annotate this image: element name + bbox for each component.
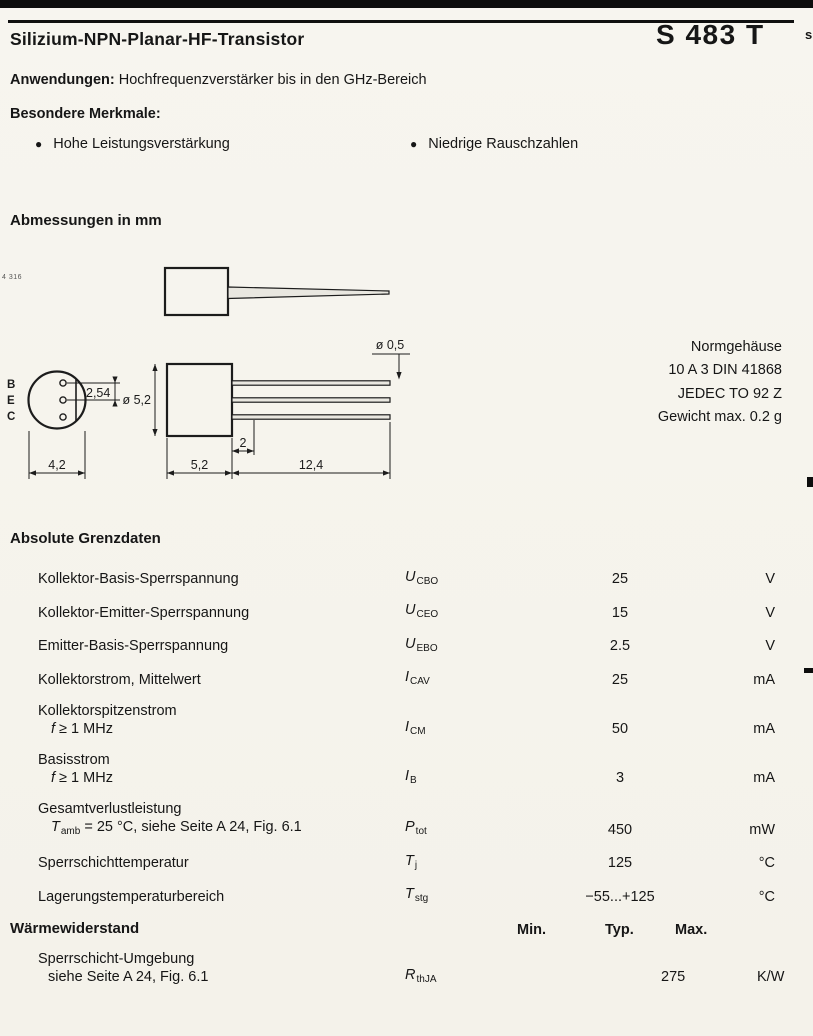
- param-value: 25: [611, 571, 629, 588]
- lead-middle: [232, 398, 390, 402]
- symbol-base: T: [405, 852, 414, 869]
- param-unit: mA: [753, 671, 775, 688]
- table-row: [10, 744, 803, 793]
- param-unit: mA: [753, 720, 775, 737]
- features-heading: Besondere Merkmale:: [10, 106, 161, 122]
- param-unit: V: [765, 604, 775, 621]
- param-condition: [51, 720, 405, 738]
- dim-cap-width-label: 4,2: [48, 458, 66, 472]
- col-header-max: Max.: [675, 921, 708, 938]
- param-unit: mA: [753, 770, 775, 787]
- col-header-typ: Typ.: [605, 921, 634, 938]
- param-value: 15: [611, 604, 629, 621]
- package-side-view: [167, 364, 390, 436]
- param-value: 125: [607, 855, 633, 872]
- symbol-base: I: [405, 718, 410, 735]
- bullet-icon: ●: [410, 137, 418, 151]
- applications-line: [10, 71, 427, 89]
- package-side-view-top: [165, 268, 389, 315]
- thermal-row: [10, 950, 803, 986]
- param-unit: °C: [758, 855, 775, 872]
- param-symbol: [405, 852, 555, 873]
- symbol-base: I: [405, 669, 410, 686]
- param-label: Lagerungstemperaturbereich: [38, 888, 225, 905]
- symbol-subscript: j: [414, 859, 418, 871]
- condition-text: ≥ 1 MHz: [55, 720, 113, 737]
- symbol-base: U: [405, 568, 416, 585]
- feature-item: [410, 135, 578, 153]
- symbol-subscript: stg: [414, 893, 429, 905]
- max-value: 275: [661, 968, 686, 985]
- dim-body-diameter: [123, 364, 158, 436]
- dim-lead-offset: [232, 420, 254, 455]
- param-label: Sperrschichttemperatur: [38, 855, 189, 872]
- param-symbol: [405, 767, 555, 788]
- applications-text: Hochfrequenzverstärker bis in den GHz-Bereich: [118, 72, 427, 88]
- pin-label-c: C: [7, 411, 16, 423]
- param-symbol: [405, 718, 555, 739]
- param-label: [10, 702, 405, 738]
- param-symbol: [405, 635, 555, 656]
- param-value: 50: [611, 720, 629, 737]
- feature-item: [35, 135, 230, 153]
- symbol-base: I: [405, 767, 410, 784]
- param-symbol: [405, 568, 555, 589]
- table-row: [10, 793, 803, 845]
- condition-symbol: f: [51, 770, 56, 787]
- dimensions-heading: Abmessungen in mm: [10, 212, 162, 229]
- top-bar: [0, 0, 813, 8]
- condition-symbol: f: [51, 720, 56, 737]
- symbol-base: R: [405, 966, 416, 983]
- symbol-subscript: CEO: [416, 609, 439, 621]
- condition-text: = 25 °C, siehe Seite A 24, Fig. 6.1: [80, 819, 302, 836]
- param-value: 25: [611, 671, 629, 688]
- param-condition: [51, 769, 405, 787]
- param-value: 3: [615, 770, 625, 787]
- param-label: Kollektorstrom, Mittelwert: [38, 671, 201, 688]
- param-condition: [51, 818, 405, 839]
- table-row: [10, 695, 803, 744]
- param-unit: °C: [758, 888, 775, 905]
- dim-lead-length: [232, 422, 390, 479]
- dim-lead-diameter: [372, 338, 410, 380]
- corner-letter: s: [805, 27, 813, 42]
- case-info-line: JEDEC TO 92 Z: [677, 385, 782, 402]
- condition-subscript: amb: [60, 826, 81, 838]
- table-row: [10, 594, 803, 628]
- thermal-resistance-section: [10, 920, 803, 986]
- case-info-line: 10 A 3 DIN 41868: [668, 362, 782, 379]
- param-label-text: Gesamtverlustleistung: [38, 801, 182, 818]
- symbol-subscript: B: [410, 774, 417, 786]
- symbol-base: U: [405, 602, 416, 619]
- page-title: Silizium-NPN-Planar-HF-Transistor: [10, 29, 305, 49]
- param-label-text: Kollektorspitzenstrom: [38, 702, 177, 719]
- dim-lead-offset-label: 2: [239, 436, 247, 450]
- param-label: [10, 751, 405, 787]
- feature-label: Niedrige Rauschzahlen: [428, 136, 579, 152]
- table-row: [10, 845, 803, 879]
- param-label: Kollektor-Basis-Sperrspannung: [38, 571, 239, 588]
- condition-text: ≥ 1 MHz: [55, 770, 113, 787]
- param-label: [10, 800, 405, 839]
- case-info-line: Gewicht max. 0.2 g: [657, 408, 782, 425]
- symbol-subscript: thJA: [416, 973, 437, 985]
- param-label: Kollektor-Emitter-Sperrspannung: [38, 604, 250, 621]
- dim-body-width-label: 5,2: [190, 458, 209, 472]
- param-unit: V: [765, 638, 775, 655]
- dim-lead-diameter-label: ø 0,5: [375, 338, 405, 352]
- symbol-subscript: tot: [415, 826, 427, 838]
- param-symbol: [405, 668, 555, 689]
- symbol-subscript: EBO: [416, 642, 438, 654]
- table-row: [10, 628, 803, 662]
- symbol-subscript: CAV: [410, 676, 430, 688]
- symbol-base: U: [405, 635, 416, 652]
- dim-lead-length-label: 12,4: [298, 458, 324, 472]
- symbol-subscript: CM: [410, 725, 426, 737]
- case-info: [658, 336, 782, 429]
- col-header-min: Min.: [517, 921, 546, 938]
- table-row: [10, 561, 803, 595]
- pin-label-e: E: [7, 395, 15, 407]
- param-condition: siehe Seite A 24, Fig. 6.1: [48, 968, 209, 985]
- symbol-subscript: CBO: [416, 575, 439, 587]
- print-mark: [807, 477, 813, 487]
- thermal-heading: Wärmewiderstand: [10, 920, 140, 937]
- dim-pin-pitch: [67, 377, 120, 407]
- pin-label-b: B: [7, 379, 16, 391]
- param-unit: mW: [749, 821, 775, 838]
- param-symbol: [405, 885, 555, 906]
- param-value: 2.5: [609, 638, 631, 655]
- dim-body-width: [167, 438, 232, 479]
- param-symbol: [405, 818, 555, 839]
- dim-pin-pitch-label: 2,54: [86, 386, 111, 400]
- table-row: [10, 661, 803, 695]
- dim-cap-width: [29, 431, 85, 479]
- case-info-line: Normgehäuse: [690, 339, 782, 355]
- feature-label: Hohe Leistungsverstärkung: [53, 136, 230, 152]
- param-label-text: Basisstrom: [38, 752, 110, 768]
- dimension-drawing: [0, 252, 560, 492]
- bullet-icon: ●: [35, 137, 43, 151]
- param-value: 450: [607, 821, 633, 838]
- limits-heading: Absolute Grenzdaten: [10, 530, 161, 547]
- param-symbol: [405, 601, 555, 622]
- margin-note: 4 316: [2, 274, 23, 281]
- lead-top: [232, 381, 390, 385]
- part-number: S 483 T: [656, 19, 765, 50]
- param-unit: V: [765, 571, 775, 588]
- param-label: Emitter-Basis-Sperrspannung: [38, 638, 229, 655]
- param-label: [10, 950, 405, 986]
- lead-bottom: [232, 415, 390, 419]
- symbol-base: T: [405, 886, 414, 903]
- package-drawing-svg: [0, 252, 560, 487]
- table-row: [10, 878, 803, 912]
- param-label-text: Sperrschicht-Umgebung: [38, 950, 195, 967]
- condition-symbol: T: [51, 819, 60, 836]
- param-value: −55...+125: [585, 888, 655, 905]
- print-mark: [804, 668, 813, 673]
- thermal-header-row: [10, 920, 803, 939]
- dim-body-diameter-label: ø 5,2: [122, 393, 151, 407]
- param-symbol: [405, 966, 517, 987]
- param-unit: K/W: [757, 968, 785, 985]
- applications-label: Anwendungen:: [10, 72, 115, 88]
- absolute-maximum-ratings: [10, 530, 803, 912]
- symbol-base: P: [405, 819, 415, 836]
